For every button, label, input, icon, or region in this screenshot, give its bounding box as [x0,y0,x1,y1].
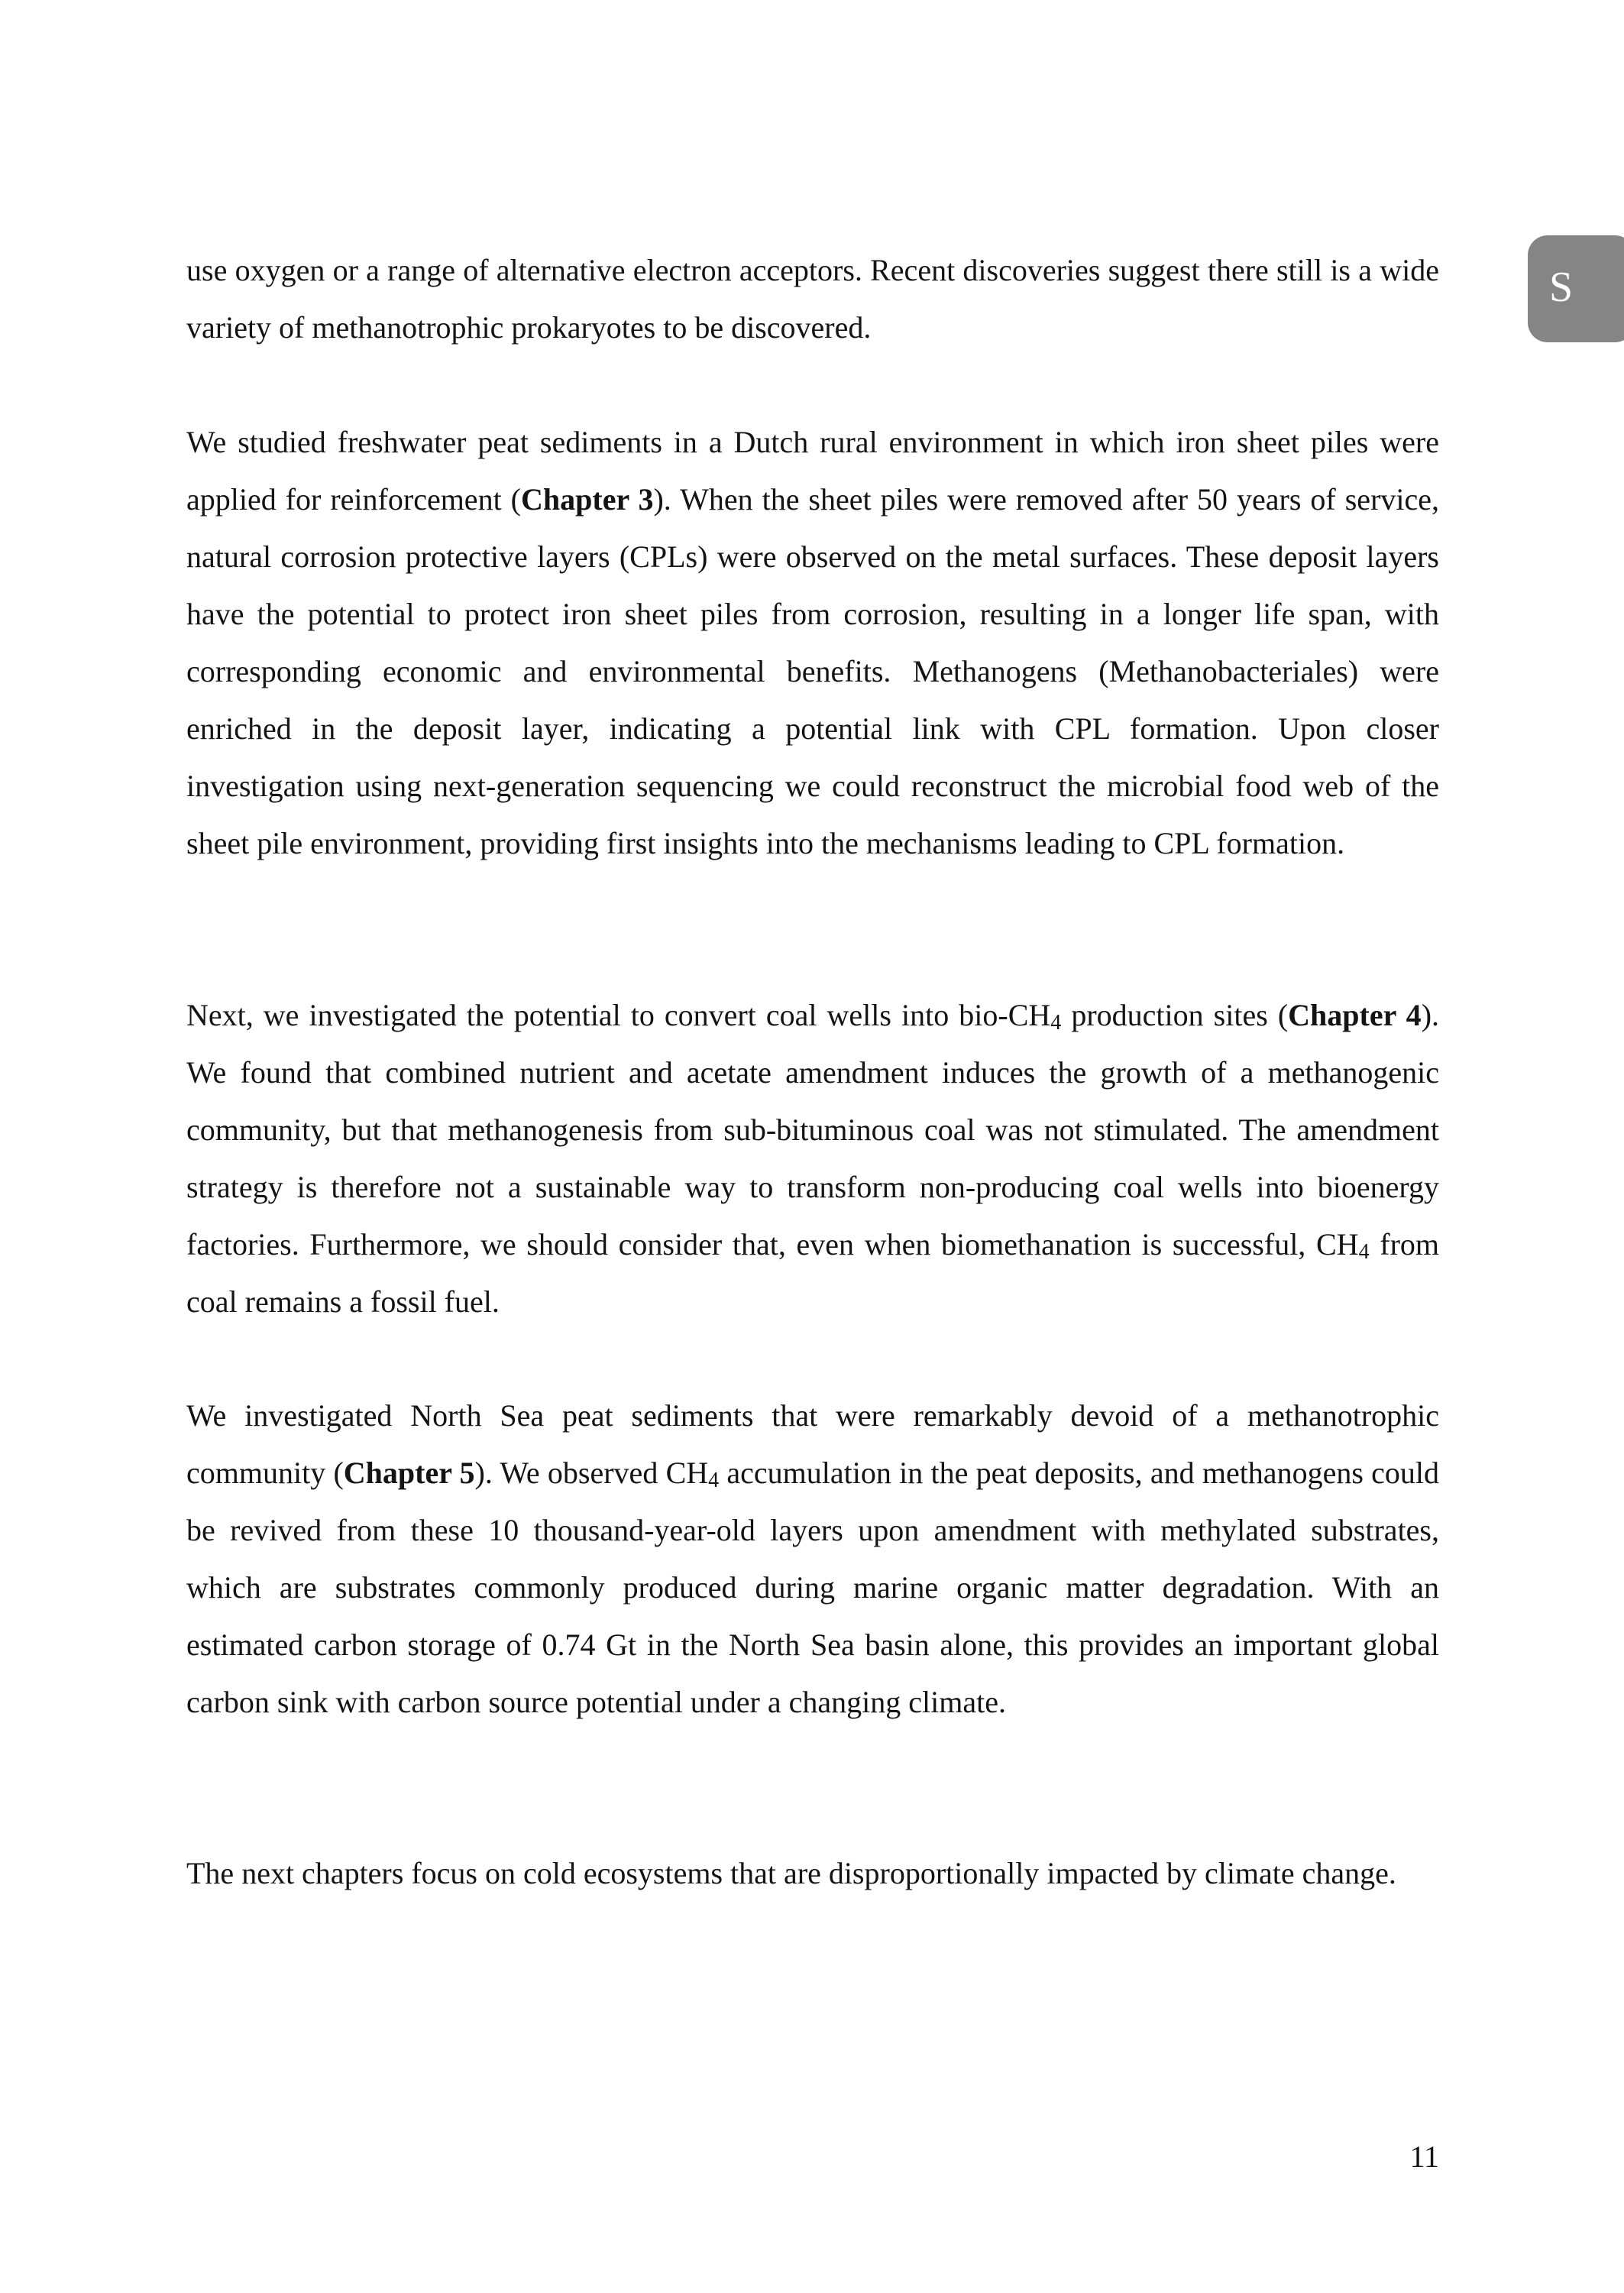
paragraph [186,241,1439,356]
text-run: We investigated North Sea peat sediments that were remarkably devoid of a methanotrophic community ( [186,1398,1439,1490]
text-run: The next chapters focus on cold ecosystems that are disproportionally impacted by climate change. [186,1856,1396,1890]
text-run: accumulation in the peat deposits, and methanogens could be revived from these 10 thousand-year-old layers upon amendment with methylated substrates, which are substrates commonly produced during marine organic matter degradation. With an estimated carbon storage of 0.74 Gt in the North Sea basin alone, this provides an important global carbon sink with carbon source potential under a changing climate. [186,1456,1439,1719]
paragraph [186,986,1439,1330]
text-run: ). When the sheet piles were removed after 50 years of service, natural corrosion protective layers (CPLs) were observed on the metal surfaces. These deposit layers have the potential to protect iron sheet piles from corrosion, resulting in a longer life span, with corresponding economic and environmental benefits. Methanogens (Methanobacteriales) were enriched in the deposit layer, indicating a potential link with CPL formation. Upon closer investigation using next-generation sequencing we could reconstruct the microbial food web of the sheet pile environment, providing first insights into the mechanisms leading to CPL formation. [186,482,1440,860]
text-run: Next, we investigated the potential to convert coal wells into bio-CH [186,998,1051,1032]
page-number: 11 [1409,2139,1439,2174]
paragraph [186,1387,1439,1731]
subscript: 4 [708,1469,720,1492]
section-tab-label: S [1549,264,1574,311]
chapter-reference: Chapter 4 [1288,998,1422,1032]
text-run: ). We found that combined nutrient and acetate amendment induces the growth of a methanogenic community, but that methanogenesis from sub-bituminous coal was not stimulated. The amendment strategy is therefore not a sustainable way to transform non-producing coal wells into bioenergy factories. Furthermore, we should consider that, even when biomethanation is successful, CH [186,998,1440,1261]
chapter-reference: Chapter 3 [521,482,654,517]
text-run: We studied freshwater peat sediments in a Dutch rural environment in which iron sheet piles were applied for reinforcement ( [186,425,1439,517]
text-run: from coal remains a fossil fuel. [186,1227,1439,1319]
section-tab [1528,235,1624,342]
subscript: 4 [1358,1240,1370,1264]
chapter-reference: Chapter 5 [343,1456,475,1490]
text-run: use oxygen or a range of alternative electron acceptors. Recent discoveries suggest there still is a wide variety of methanotrophic prokaryotes to be discovered. [186,253,1439,345]
text-run: production sites ( [1061,998,1289,1032]
subscript: 4 [1050,1011,1062,1035]
paragraph [186,413,1439,872]
paragraph [186,1844,1439,1902]
text-run: ). We observed CH [474,1456,709,1490]
